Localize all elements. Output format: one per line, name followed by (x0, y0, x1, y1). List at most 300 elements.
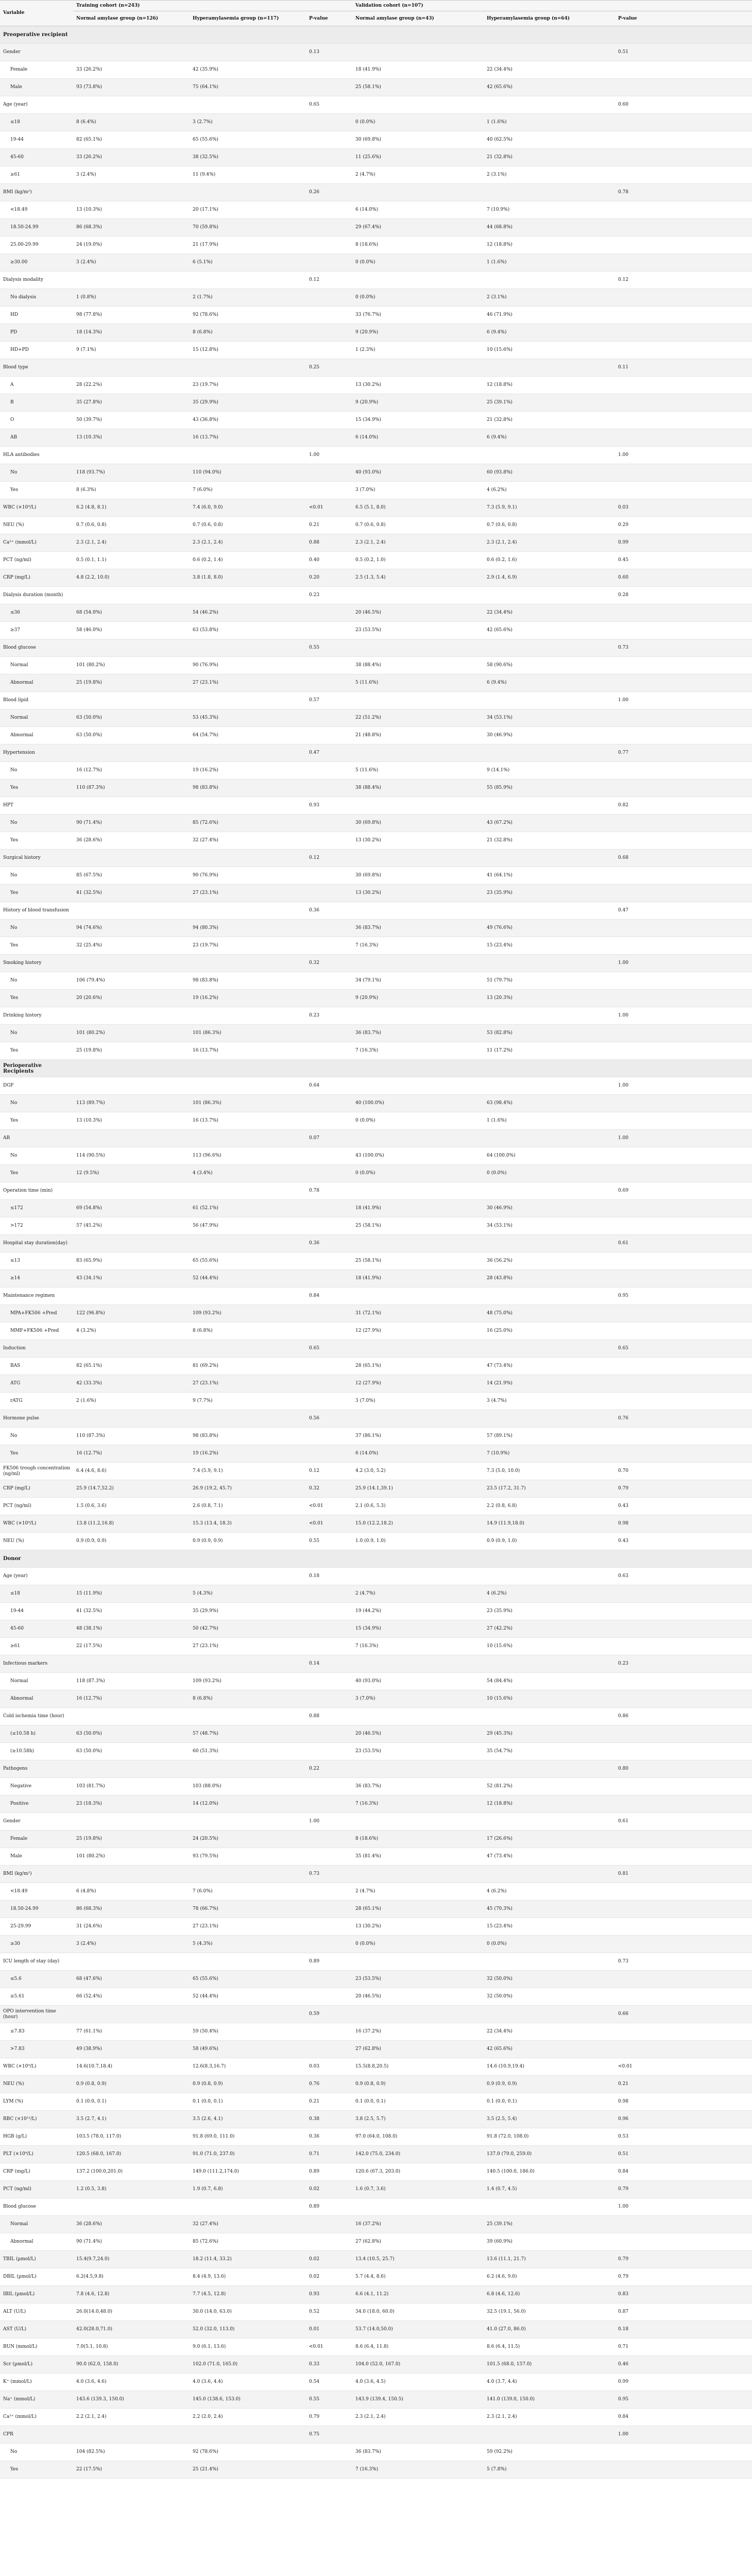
variable-cell: Yes (0, 1165, 73, 1182)
variable-cell: (≥10.58h) (0, 1743, 73, 1760)
training-p-cell (306, 236, 352, 254)
validation-p-cell: 0.60 (615, 96, 752, 114)
training-hyper-cell: 25 (21.4%) (190, 2461, 306, 2479)
validation-p-cell (615, 1638, 752, 1655)
variable-cell: Scr (µmol/L) (0, 2356, 73, 2374)
training-normal-cell: 0.9 (0.8, 0.9) (73, 2076, 190, 2093)
training-normal-cell (73, 184, 190, 201)
validation-p-cell (615, 1673, 752, 1690)
validation-normal-cell: 30 (69.8%) (352, 815, 484, 832)
training-normal-cell: 16 (12.7%) (73, 762, 190, 779)
validation-p-cell (615, 377, 752, 394)
training-hyper-cell: 27 (23.1%) (190, 1638, 306, 1655)
table-row (0, 1655, 752, 1673)
validation-hyper-cell: 15 (23.4%) (484, 937, 615, 955)
training-hyper-cell: 7.4 (5.9, 9.1) (190, 1463, 306, 1480)
validation-p-cell: 0.96 (615, 2111, 752, 2128)
variable-cell: Yes (0, 779, 73, 797)
table-row (0, 149, 752, 166)
validation-p-cell (615, 1252, 752, 1270)
training-normal-cell: 50 (39.7%) (73, 412, 190, 429)
validation-p-cell: 0.61 (615, 1235, 752, 1252)
validation-normal-cell: 15 (34.9%) (352, 1620, 484, 1638)
table-row (0, 1813, 752, 1831)
validation-p-cell: 0.43 (615, 1533, 752, 1550)
training-normal-cell (73, 1410, 190, 1428)
validation-p-cell (615, 727, 752, 744)
validation-p-cell (615, 815, 752, 832)
validation-hyper-cell: 54 (84.4%) (484, 1673, 615, 1690)
validation-p-cell: 1.00 (615, 447, 752, 464)
table-row (0, 2163, 752, 2181)
table-row (0, 587, 752, 604)
training-normal-cell: 101 (80.2%) (73, 1848, 190, 1866)
validation-hyper-cell: 32 (50.0%) (484, 1988, 615, 2006)
variable-cell: Age (year) (0, 96, 73, 114)
training-hyper-cell (190, 1866, 306, 1883)
training-p-cell: 0.36 (306, 2128, 352, 2146)
training-p-cell (306, 1883, 352, 1901)
validation-normal-cell (352, 184, 484, 201)
variable-cell: <18.49 (0, 201, 73, 219)
table-row (0, 1795, 752, 1813)
training-normal-cell: 8 (6.3%) (73, 482, 190, 499)
training-hyper-cell: 90 (76.9%) (190, 657, 306, 674)
validation-normal-cell: 0 (0.0%) (352, 1936, 484, 1953)
training-hyper-cell: 52 (44.4%) (190, 1988, 306, 2006)
training-normal-cell: 25 (19.8%) (73, 1042, 190, 1060)
training-p-cell (306, 2461, 352, 2479)
validation-p-cell: 0.29 (615, 517, 752, 534)
header-training-cohort: Training cohort (n=243) (73, 1, 352, 11)
training-hyper-cell (190, 639, 306, 657)
variable-cell: Na⁺ (mmol/L) (0, 2391, 73, 2409)
table-row (0, 727, 752, 744)
variable-cell: PD (0, 324, 73, 342)
validation-normal-cell: 5.7 (4.4, 8.6) (352, 2268, 484, 2286)
training-hyper-cell: 149.0 (111.2,174.0) (190, 2163, 306, 2181)
variable-cell: 18.50-24.99 (0, 219, 73, 236)
training-hyper-cell (190, 1287, 306, 1305)
training-hyper-cell: 21 (17.9%) (190, 236, 306, 254)
training-normal-cell: 49 (38.9%) (73, 2041, 190, 2058)
training-normal-cell (73, 1130, 190, 1147)
validation-hyper-cell (484, 1287, 615, 1305)
table-row (0, 1568, 752, 1585)
validation-hyper-cell: 1 (1.6%) (484, 114, 615, 131)
validation-normal-cell: 30 (69.8%) (352, 131, 484, 149)
training-hyper-cell (190, 1182, 306, 1200)
training-p-cell (306, 289, 352, 307)
training-p-cell (306, 1095, 352, 1112)
training-normal-cell: 41 (32.5%) (73, 1603, 190, 1620)
validation-normal-cell: 0 (0.0%) (352, 114, 484, 131)
validation-p-cell: 0.61 (615, 1813, 752, 1831)
validation-normal-cell: 3 (7.0%) (352, 482, 484, 499)
validation-p-cell: 0.71 (615, 2338, 752, 2356)
validation-p-cell (615, 1936, 752, 1953)
table-row (0, 359, 752, 377)
validation-hyper-cell: 6 (9.4%) (484, 324, 615, 342)
variable-cell: Gender (0, 1813, 73, 1831)
validation-hyper-cell: 0.9 (0.9, 1.0) (484, 1533, 615, 1550)
validation-normal-cell (352, 1130, 484, 1147)
training-hyper-cell: 4 (3.4%) (190, 1165, 306, 1182)
table-row (0, 2006, 752, 2023)
validation-hyper-cell: 23.5 (17.2, 31.7) (484, 1480, 615, 1498)
training-p-cell (306, 1550, 352, 1568)
table-row (0, 2111, 752, 2128)
training-normal-cell: 82 (65.1%) (73, 1358, 190, 1375)
training-hyper-cell (190, 797, 306, 815)
training-p-cell (306, 1831, 352, 1848)
variable-cell: Induction (0, 1340, 73, 1358)
training-p-cell (306, 1725, 352, 1743)
table-row (0, 499, 752, 517)
training-p-cell: 0.36 (306, 1235, 352, 1252)
validation-p-cell: 0.63 (615, 1568, 752, 1585)
training-hyper-cell (190, 359, 306, 377)
training-p-cell: 0.12 (306, 1463, 352, 1480)
training-p-cell (306, 2444, 352, 2461)
validation-hyper-cell (484, 1077, 615, 1095)
validation-normal-cell: 1.6 (0.7, 3.6) (352, 2181, 484, 2198)
validation-p-cell (615, 2041, 752, 2058)
validation-hyper-cell: 4 (6.2%) (484, 482, 615, 499)
validation-normal-cell: 0.7 (0.6, 0.8) (352, 517, 484, 534)
variable-cell: HPT (0, 797, 73, 815)
training-hyper-cell: 15.3 (13.4, 18.3) (190, 1515, 306, 1533)
validation-normal-cell: 25 (58.1%) (352, 1252, 484, 1270)
table-row (0, 1410, 752, 1428)
variable-cell: AR (0, 1130, 73, 1147)
variable-cell: WBC (×10⁹/L) (0, 2058, 73, 2076)
training-normal-cell: 22 (17.5%) (73, 2461, 190, 2479)
validation-p-cell (615, 1165, 752, 1182)
variable-cell: History of blood transfusion (0, 902, 73, 920)
validation-normal-cell: 16 (37.2%) (352, 2216, 484, 2233)
training-normal-cell: 15 (11.9%) (73, 1585, 190, 1603)
training-p-cell: 0.89 (306, 2198, 352, 2216)
validation-normal-cell: 143.9 (139.4, 150.5) (352, 2391, 484, 2409)
training-hyper-cell (190, 1077, 306, 1095)
validation-normal-cell: 28 (65.1%) (352, 1358, 484, 1375)
variable-cell: HLA antibodies (0, 447, 73, 464)
variable-cell: ≥61 (0, 1638, 73, 1655)
validation-p-cell (615, 990, 752, 1007)
training-normal-cell (73, 2006, 190, 2023)
validation-normal-cell: 13 (30.2%) (352, 377, 484, 394)
variable-cell: ≥30.00 (0, 254, 73, 272)
header-validation-p: P-value (615, 11, 752, 26)
training-normal-cell: 122 (96.8%) (73, 1305, 190, 1323)
variable-cell: Ca²⁺ (mmol/L) (0, 2409, 73, 2426)
validation-normal-cell: 28 (65.1%) (352, 1901, 484, 1918)
table-row (0, 937, 752, 955)
validation-hyper-cell: 35 (54.7%) (484, 1743, 615, 1760)
validation-hyper-cell (484, 96, 615, 114)
validation-hyper-cell: 51 (79.7%) (484, 972, 615, 990)
training-normal-cell: 6.2(4.5,9.8) (73, 2268, 190, 2286)
variable-cell: Blood glucose (0, 2198, 73, 2216)
training-p-cell: 0.23 (306, 587, 352, 604)
validation-normal-cell: 7 (16.3%) (352, 937, 484, 955)
validation-hyper-cell (484, 1655, 615, 1673)
training-p-cell (306, 1795, 352, 1813)
training-normal-cell (73, 1655, 190, 1673)
table-row (0, 1428, 752, 1445)
training-normal-cell (73, 639, 190, 657)
validation-normal-cell: 20 (46.5%) (352, 1725, 484, 1743)
validation-p-cell: 0.51 (615, 44, 752, 61)
training-normal-cell (73, 2426, 190, 2444)
validation-p-cell (615, 149, 752, 166)
variable-cell: Ca²⁺ (mmol/L) (0, 534, 73, 552)
validation-p-cell (615, 412, 752, 429)
training-p-cell (306, 779, 352, 797)
training-p-cell: 0.57 (306, 692, 352, 709)
validation-normal-cell: 9 (20.9%) (352, 990, 484, 1007)
training-hyper-cell (190, 744, 306, 762)
validation-hyper-cell: 0 (0.0%) (484, 1165, 615, 1182)
validation-normal-cell: 8.6 (6.4, 11.8) (352, 2338, 484, 2356)
table-row (0, 2058, 752, 2076)
validation-p-cell: 0.12 (615, 272, 752, 289)
validation-hyper-cell (484, 1568, 615, 1585)
validation-hyper-cell: 41.0 (27.0, 86.0) (484, 2321, 615, 2338)
table-row (0, 762, 752, 779)
training-p-cell: 0.12 (306, 850, 352, 867)
validation-hyper-cell: 13.6 (11.1, 21.7) (484, 2251, 615, 2268)
variable-cell: TBIL (µmol/L) (0, 2251, 73, 2268)
validation-normal-cell: 1 (2.3%) (352, 342, 484, 359)
training-normal-cell: 13.8 (11.2,16.8) (73, 1515, 190, 1533)
training-p-cell (306, 1165, 352, 1182)
training-p-cell (306, 131, 352, 149)
variable-cell: 18.50-24.99 (0, 1901, 73, 1918)
training-normal-cell (73, 359, 190, 377)
training-hyper-cell: 75 (64.1%) (190, 79, 306, 96)
training-hyper-cell: 5 (4.3%) (190, 1585, 306, 1603)
training-hyper-cell (190, 1007, 306, 1025)
validation-hyper-cell: 23 (35.9%) (484, 1603, 615, 1620)
table-row (0, 1848, 752, 1866)
variable-cell: ≤36 (0, 604, 73, 622)
table-row (0, 779, 752, 797)
variable-cell: Donor (0, 1550, 73, 1568)
training-p-cell: 0.20 (306, 569, 352, 587)
validation-normal-cell: 40 (93.0%) (352, 1673, 484, 1690)
validation-normal-cell: 0 (0.0%) (352, 254, 484, 272)
training-normal-cell: 66 (52.4%) (73, 1988, 190, 2006)
training-p-cell (306, 377, 352, 394)
validation-normal-cell: 2.5 (1.3, 5.4) (352, 569, 484, 587)
validation-hyper-cell: 14.6 (10.9,19.4) (484, 2058, 615, 2076)
validation-hyper-cell: 42 (65.6%) (484, 2041, 615, 2058)
validation-hyper-cell: 16 (25.0%) (484, 1323, 615, 1340)
validation-p-cell (615, 1918, 752, 1936)
training-normal-cell (73, 1182, 190, 1200)
variable-cell: rATG (0, 1393, 73, 1410)
training-hyper-cell (190, 850, 306, 867)
training-normal-cell: 110 (87.3%) (73, 1428, 190, 1445)
table-row (0, 184, 752, 201)
training-hyper-cell: 2.3 (2.1, 2.4) (190, 534, 306, 552)
validation-normal-cell (352, 1708, 484, 1725)
training-normal-cell (73, 1760, 190, 1778)
validation-normal-cell (352, 1077, 484, 1095)
variable-cell: ≥5.61 (0, 1988, 73, 2006)
validation-normal-cell: 23 (53.5%) (352, 1743, 484, 1760)
training-p-cell (306, 727, 352, 744)
training-normal-cell: 13 (10.3%) (73, 201, 190, 219)
validation-hyper-cell: 14 (21.9%) (484, 1375, 615, 1393)
training-hyper-cell: 0.6 (0.2, 1.4) (190, 552, 306, 569)
validation-p-cell (615, 1095, 752, 1112)
validation-hyper-cell: 64 (100.0%) (484, 1147, 615, 1165)
training-hyper-cell: 64 (54.7%) (190, 727, 306, 744)
table-header (0, 1, 752, 26)
table-row (0, 1778, 752, 1795)
validation-p-cell (615, 1848, 752, 1866)
variable-cell: ≥30 (0, 1936, 73, 1953)
validation-hyper-cell: 42 (65.6%) (484, 79, 615, 96)
table-row (0, 1252, 752, 1270)
variable-cell: RBC (×10¹²/L) (0, 2111, 73, 2128)
variable-cell: No (0, 1428, 73, 1445)
table-row (0, 236, 752, 254)
variable-cell: Normal (0, 657, 73, 674)
training-hyper-cell: 54 (46.2%) (190, 604, 306, 622)
training-hyper-cell: 8 (6.8%) (190, 1690, 306, 1708)
variable-cell: FK506 trough concentration (ng/ml) (0, 1463, 73, 1480)
variable-cell: Yes (0, 1445, 73, 1463)
validation-normal-cell: 2 (4.7%) (352, 1883, 484, 1901)
validation-normal-cell: 40 (93.0%) (352, 464, 484, 482)
training-hyper-cell: 19 (16.2%) (190, 762, 306, 779)
training-hyper-cell (190, 587, 306, 604)
training-hyper-cell (190, 1813, 306, 1831)
validation-hyper-cell: 0.7 (0.6, 0.8) (484, 517, 615, 534)
training-hyper-cell: 101 (86.3%) (190, 1025, 306, 1042)
training-p-cell (306, 1620, 352, 1638)
validation-p-cell (615, 657, 752, 674)
training-normal-cell: 90.0 (62.0, 158.0) (73, 2356, 190, 2374)
validation-p-cell (615, 1042, 752, 1060)
variable-cell: IBIL (µmol/L) (0, 2286, 73, 2303)
training-normal-cell: 86 (68.3%) (73, 219, 190, 236)
validation-normal-cell: 2.3 (2.1, 2.4) (352, 2409, 484, 2426)
validation-normal-cell: 2.1 (0.6, 5.3) (352, 1498, 484, 1515)
table-row (0, 1323, 752, 1340)
variable-cell: ≥61 (0, 166, 73, 184)
table-row (0, 2286, 752, 2303)
variable-cell: NEU (%) (0, 1533, 73, 1550)
variable-cell: ≥14 (0, 1270, 73, 1287)
training-hyper-cell (190, 1340, 306, 1358)
training-p-cell: 0.22 (306, 1760, 352, 1778)
validation-hyper-cell (484, 359, 615, 377)
validation-hyper-cell: 43 (67.2%) (484, 815, 615, 832)
training-hyper-cell: 43 (36.8%) (190, 412, 306, 429)
training-hyper-cell: 3.8 (1.8, 8.0) (190, 569, 306, 587)
validation-hyper-cell: 9 (14.1%) (484, 762, 615, 779)
training-p-cell (306, 1112, 352, 1130)
variable-cell: ≤18 (0, 1585, 73, 1603)
variable-cell: Smoking history (0, 955, 73, 972)
training-p-cell (306, 990, 352, 1007)
training-hyper-cell: 0.9 (0.8, 0.9) (190, 2076, 306, 2093)
validation-normal-cell: 27 (62.8%) (352, 2041, 484, 2058)
table-row (0, 1375, 752, 1393)
validation-normal-cell: 35 (81.4%) (352, 1848, 484, 1866)
training-normal-cell (73, 96, 190, 114)
table-body (0, 26, 752, 2479)
validation-normal-cell: 12 (27.9%) (352, 1375, 484, 1393)
training-normal-cell: 98 (77.8%) (73, 307, 190, 324)
validation-hyper-cell: 7.3 (5.0, 10.0) (484, 1463, 615, 1480)
validation-normal-cell: 36 (83.7%) (352, 920, 484, 937)
training-p-cell (306, 2216, 352, 2233)
training-p-cell (306, 832, 352, 850)
validation-hyper-cell: 6 (9.4%) (484, 674, 615, 692)
training-p-cell: 0.84 (306, 1287, 352, 1305)
validation-p-cell (615, 1217, 752, 1235)
validation-p-cell: 0.68 (615, 850, 752, 867)
validation-p-cell (615, 867, 752, 885)
validation-p-cell: 0.95 (615, 1287, 752, 1305)
table-row (0, 604, 752, 622)
training-normal-cell: 93 (73.8%) (73, 79, 190, 96)
validation-hyper-cell: 137.0 (79.0, 259.0) (484, 2146, 615, 2163)
training-p-cell: 0.55 (306, 1533, 352, 1550)
training-hyper-cell: 3.5 (2.6, 4.1) (190, 2111, 306, 2128)
variable-cell: NEU (%) (0, 517, 73, 534)
header-validation-cohort: Validation cohort (n=107) (352, 1, 752, 11)
training-normal-cell: 6.4 (4.6, 8.6) (73, 1463, 190, 1480)
validation-normal-cell: 38 (88.4%) (352, 779, 484, 797)
training-p-cell: 0.89 (306, 2163, 352, 2181)
training-hyper-cell: 4.0 (3.6, 4.4) (190, 2374, 306, 2391)
training-normal-cell: 42.0(28.0,71.0) (73, 2321, 190, 2338)
validation-normal-cell: 6 (14.0%) (352, 1445, 484, 1463)
table-row (0, 2023, 752, 2041)
training-normal-cell: 85 (67.5%) (73, 867, 190, 885)
variable-cell: BMI (kg/m²) (0, 1866, 73, 1883)
variable-cell: Negative (0, 1778, 73, 1795)
table-row (0, 674, 752, 692)
validation-p-cell (615, 236, 752, 254)
validation-hyper-cell: 57 (89.1%) (484, 1428, 615, 1445)
validation-normal-cell: 36 (83.7%) (352, 2444, 484, 2461)
training-normal-cell: 57 (45.2%) (73, 1217, 190, 1235)
table-row (0, 96, 752, 114)
training-p-cell (306, 2233, 352, 2251)
training-normal-cell: 104 (82.5%) (73, 2444, 190, 2461)
training-hyper-cell: 70 (59.8%) (190, 219, 306, 236)
validation-normal-cell: 34 (79.1%) (352, 972, 484, 990)
validation-normal-cell: 27 (62.8%) (352, 2233, 484, 2251)
variable-cell: Yes (0, 1042, 73, 1060)
table-row (0, 972, 752, 990)
variable-cell: Yes (0, 937, 73, 955)
training-hyper-cell: 38 (32.5%) (190, 149, 306, 166)
validation-normal-cell: 3 (7.0%) (352, 1393, 484, 1410)
table-row (0, 2076, 752, 2093)
validation-p-cell: 0.46 (615, 2356, 752, 2374)
training-hyper-cell (190, 272, 306, 289)
table-row (0, 832, 752, 850)
